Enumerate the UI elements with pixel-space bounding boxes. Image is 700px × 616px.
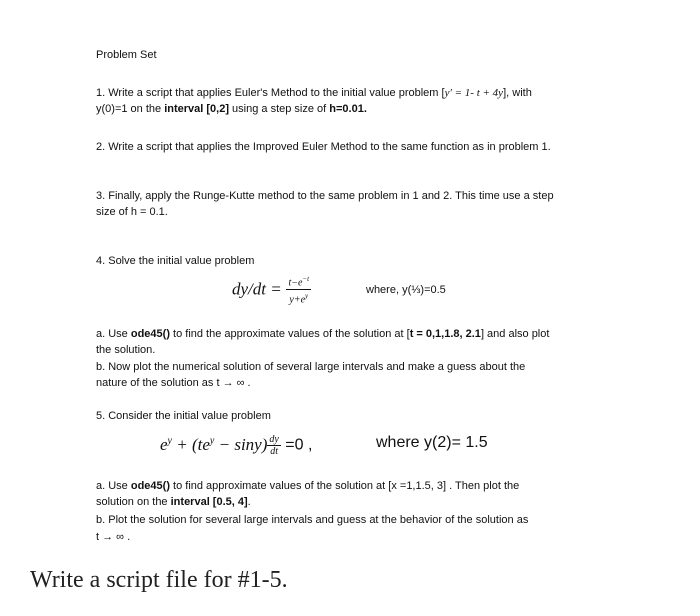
derivative-denominator: dt xyxy=(270,445,278,457)
problem-5-equation xyxy=(160,429,312,458)
denominator-base: y+e xyxy=(289,294,306,306)
eq-e: e xyxy=(160,434,168,454)
problem-1-step-size: h=0.01. xyxy=(329,103,367,115)
part-a-period: . xyxy=(247,496,251,508)
problem-5-title: 5. Consider the initial value problem xyxy=(96,410,271,422)
problem-4-initial-condition: where, y(⅓)=0.5 xyxy=(366,284,446,296)
problem-5-part-a-line-2 xyxy=(96,495,251,510)
problem-4-title: 4. Solve the initial value problem xyxy=(96,255,255,267)
equation-fraction xyxy=(286,273,311,307)
ode45-function: ode45() xyxy=(130,480,170,492)
part-a-text-3: solution on the xyxy=(96,496,171,508)
problem-4-part-a-line-2: the solution. xyxy=(96,344,156,356)
fraction-numerator xyxy=(286,273,311,290)
problem-5-interval: interval [0.5, 4] xyxy=(170,496,248,508)
equation-expression xyxy=(160,435,267,454)
ode45-function: ode45() xyxy=(130,328,170,340)
part-a-text: a. Use xyxy=(96,328,131,340)
eq-exponent-1: y xyxy=(167,435,172,446)
fraction-denominator xyxy=(286,290,311,306)
problem-5-part-b-line-1: b. Plot the solution for several large intervals and guess at the behavior of the solution as xyxy=(96,514,529,526)
eq-middle: + (te xyxy=(172,434,210,454)
problem-1-text: 1. Write a script that applies Euler's Method to the initial value problem [ xyxy=(96,87,445,99)
problem-4-part-b-line-2: nature of the solution as t → ∞ . xyxy=(96,377,251,389)
denominator-exponent: y xyxy=(305,292,309,301)
document-heading: Problem Set xyxy=(96,49,157,61)
problem-1-line-1 xyxy=(96,86,532,101)
problem-1-step-text: using a step size of xyxy=(229,103,330,115)
problem-1-equation: y′ = 1- t + 4y xyxy=(444,87,504,99)
problem-2: 2. Write a script that applies the Improved Euler Method to the same function as in problem 1. xyxy=(96,141,551,153)
problem-5-part-b-line-2: t → ∞ . xyxy=(96,531,131,543)
eq-middle-2: − siny) xyxy=(214,434,268,454)
numerator-exponent: −t xyxy=(302,275,310,283)
problem-4-equation xyxy=(232,273,311,307)
problem-5-initial-condition: where y(2)= 1.5 xyxy=(376,434,488,451)
eq-exponent-2: y xyxy=(209,435,215,446)
footer-instruction: Write a script file for #1-5. xyxy=(30,567,288,593)
part-a-text-2: to find approximate values of the solution at [x =1,1.5, 3] . Then plot the xyxy=(169,480,520,492)
part-a-text: a. Use xyxy=(96,480,131,492)
numerator-base: t−e xyxy=(288,277,303,289)
problem-3-line-2: size of h = 0.1. xyxy=(96,206,168,218)
problem-3-line-1: 3. Finally, apply the Runge-Kutte method to the same problem in 1 and 2. This time use a step xyxy=(96,190,554,202)
problem-1-line-2 xyxy=(96,102,367,117)
problem-1-text-end: ], with xyxy=(503,87,532,99)
problem-5-part-a-line-1 xyxy=(96,479,519,494)
problem-1-initial-condition: y(0)=1 on the xyxy=(96,103,165,115)
part-a-text-2: to find the approximate values of the solution at [ xyxy=(169,328,410,340)
derivative-fraction xyxy=(267,434,280,457)
problem-4-part-b-line-1: b. Now plot the numerical solution of several large intervals and make a guess about the xyxy=(96,361,526,373)
part-a-text-3: ] and also plot xyxy=(480,328,550,340)
problem-4-t-values: t = 0,1,1.8, 2.1 xyxy=(409,328,481,340)
equation-lhs: dy/dt = xyxy=(232,279,282,299)
equation-rhs: =0 , xyxy=(280,436,313,454)
derivative-numerator: dy xyxy=(269,433,279,445)
problem-4-part-a-line-1 xyxy=(96,327,549,342)
problem-1-interval: interval [0,2] xyxy=(164,103,229,115)
